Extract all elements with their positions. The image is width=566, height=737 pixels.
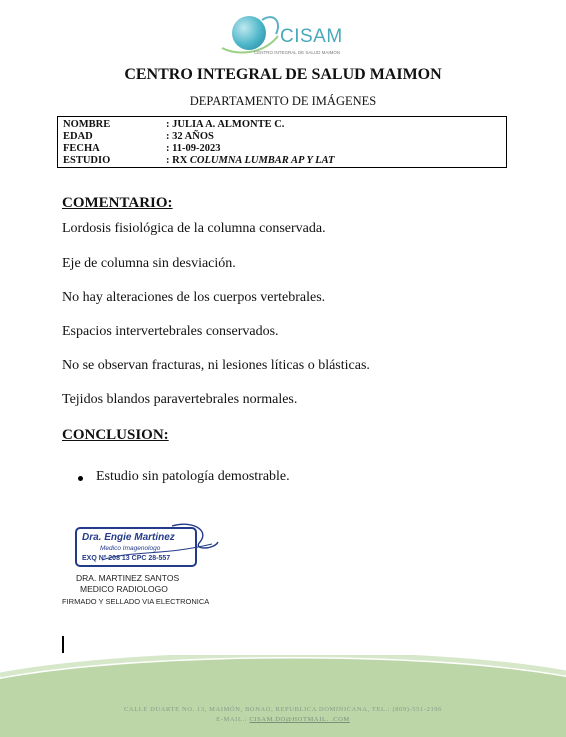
patient-value: : 11-09-2023 (166, 143, 221, 154)
patient-value: : JULIA A. ALMONTE C. (166, 119, 285, 130)
footer-band (0, 655, 566, 737)
signed-note: FIRMADO Y SELLADO VIA ELECTRONICA (62, 597, 210, 606)
stamp-name: Dra. Engie Martinez (82, 532, 175, 543)
footer-email-line (0, 716, 566, 723)
text-cursor (62, 636, 64, 653)
footer-email-link[interactable]: CISAM.DO@HOTMAIL. .COM (249, 716, 350, 723)
logo-brand-subtitle: CENTRO INTEGRAL DE SALUD MAIMON (254, 50, 341, 55)
comentario-heading: COMENTARIO: (62, 195, 173, 211)
study-name: COLUMNA LUMBAR AP Y LAT (189, 155, 335, 166)
comment-line: Tejidos blandos paravertebrales normales. (62, 392, 298, 407)
comment-line: Lordosis fisiológica de la columna conservada. (62, 221, 326, 236)
doctor-title: MEDICO RADIOLOGO (80, 584, 168, 594)
page-title: CENTRO INTEGRAL DE SALUD MAIMON (124, 66, 442, 83)
logo-brand-text: CISAM (280, 26, 343, 47)
comment-line: Eje de columna sin desviación. (62, 256, 236, 271)
conclusion-heading: CONCLUSION: (62, 427, 169, 443)
patient-label: FECHA (63, 143, 100, 154)
conclusion-text: Estudio sin patología demostrable. (96, 469, 290, 484)
doctor-name: DRA. MARTINEZ SANTOS (76, 573, 180, 583)
study-prefix: : RX (166, 155, 190, 166)
footer-address: CALLE DUARTE NO. 13, MAIMÓN, BONAO, REPUBLICA DOMINICANA, TEL.: (809)-551-2196 (123, 706, 442, 713)
comment-line: No se observan fracturas, ni lesiones líticas o blásticas. (62, 358, 370, 373)
bullet-icon (78, 476, 83, 481)
footer-email-label: E-MAIL.: (216, 716, 250, 723)
stamp-ids: EXQ Nº 208 13 CPC 28-557 (82, 555, 171, 562)
patient-info-box (57, 116, 507, 168)
cisam-logo (218, 12, 358, 60)
comment-line: No hay alteraciones de los cuerpos vertebrales. (62, 290, 326, 305)
logo-globe-icon (232, 16, 266, 50)
patient-value: : 32 AÑOS (166, 131, 214, 142)
doctor-stamp (72, 520, 222, 570)
patient-label: ESTUDIO (63, 155, 111, 166)
stamp-role: Medico Imagenologo (100, 545, 161, 552)
comment-line: Espacios intervertebrales conservados. (62, 324, 279, 339)
patient-label: EDAD (63, 131, 93, 142)
patient-label: NOMBRE (63, 119, 111, 130)
patient-value (166, 155, 334, 166)
department-subtitle: DEPARTAMENTO DE IMÁGENES (189, 94, 377, 108)
